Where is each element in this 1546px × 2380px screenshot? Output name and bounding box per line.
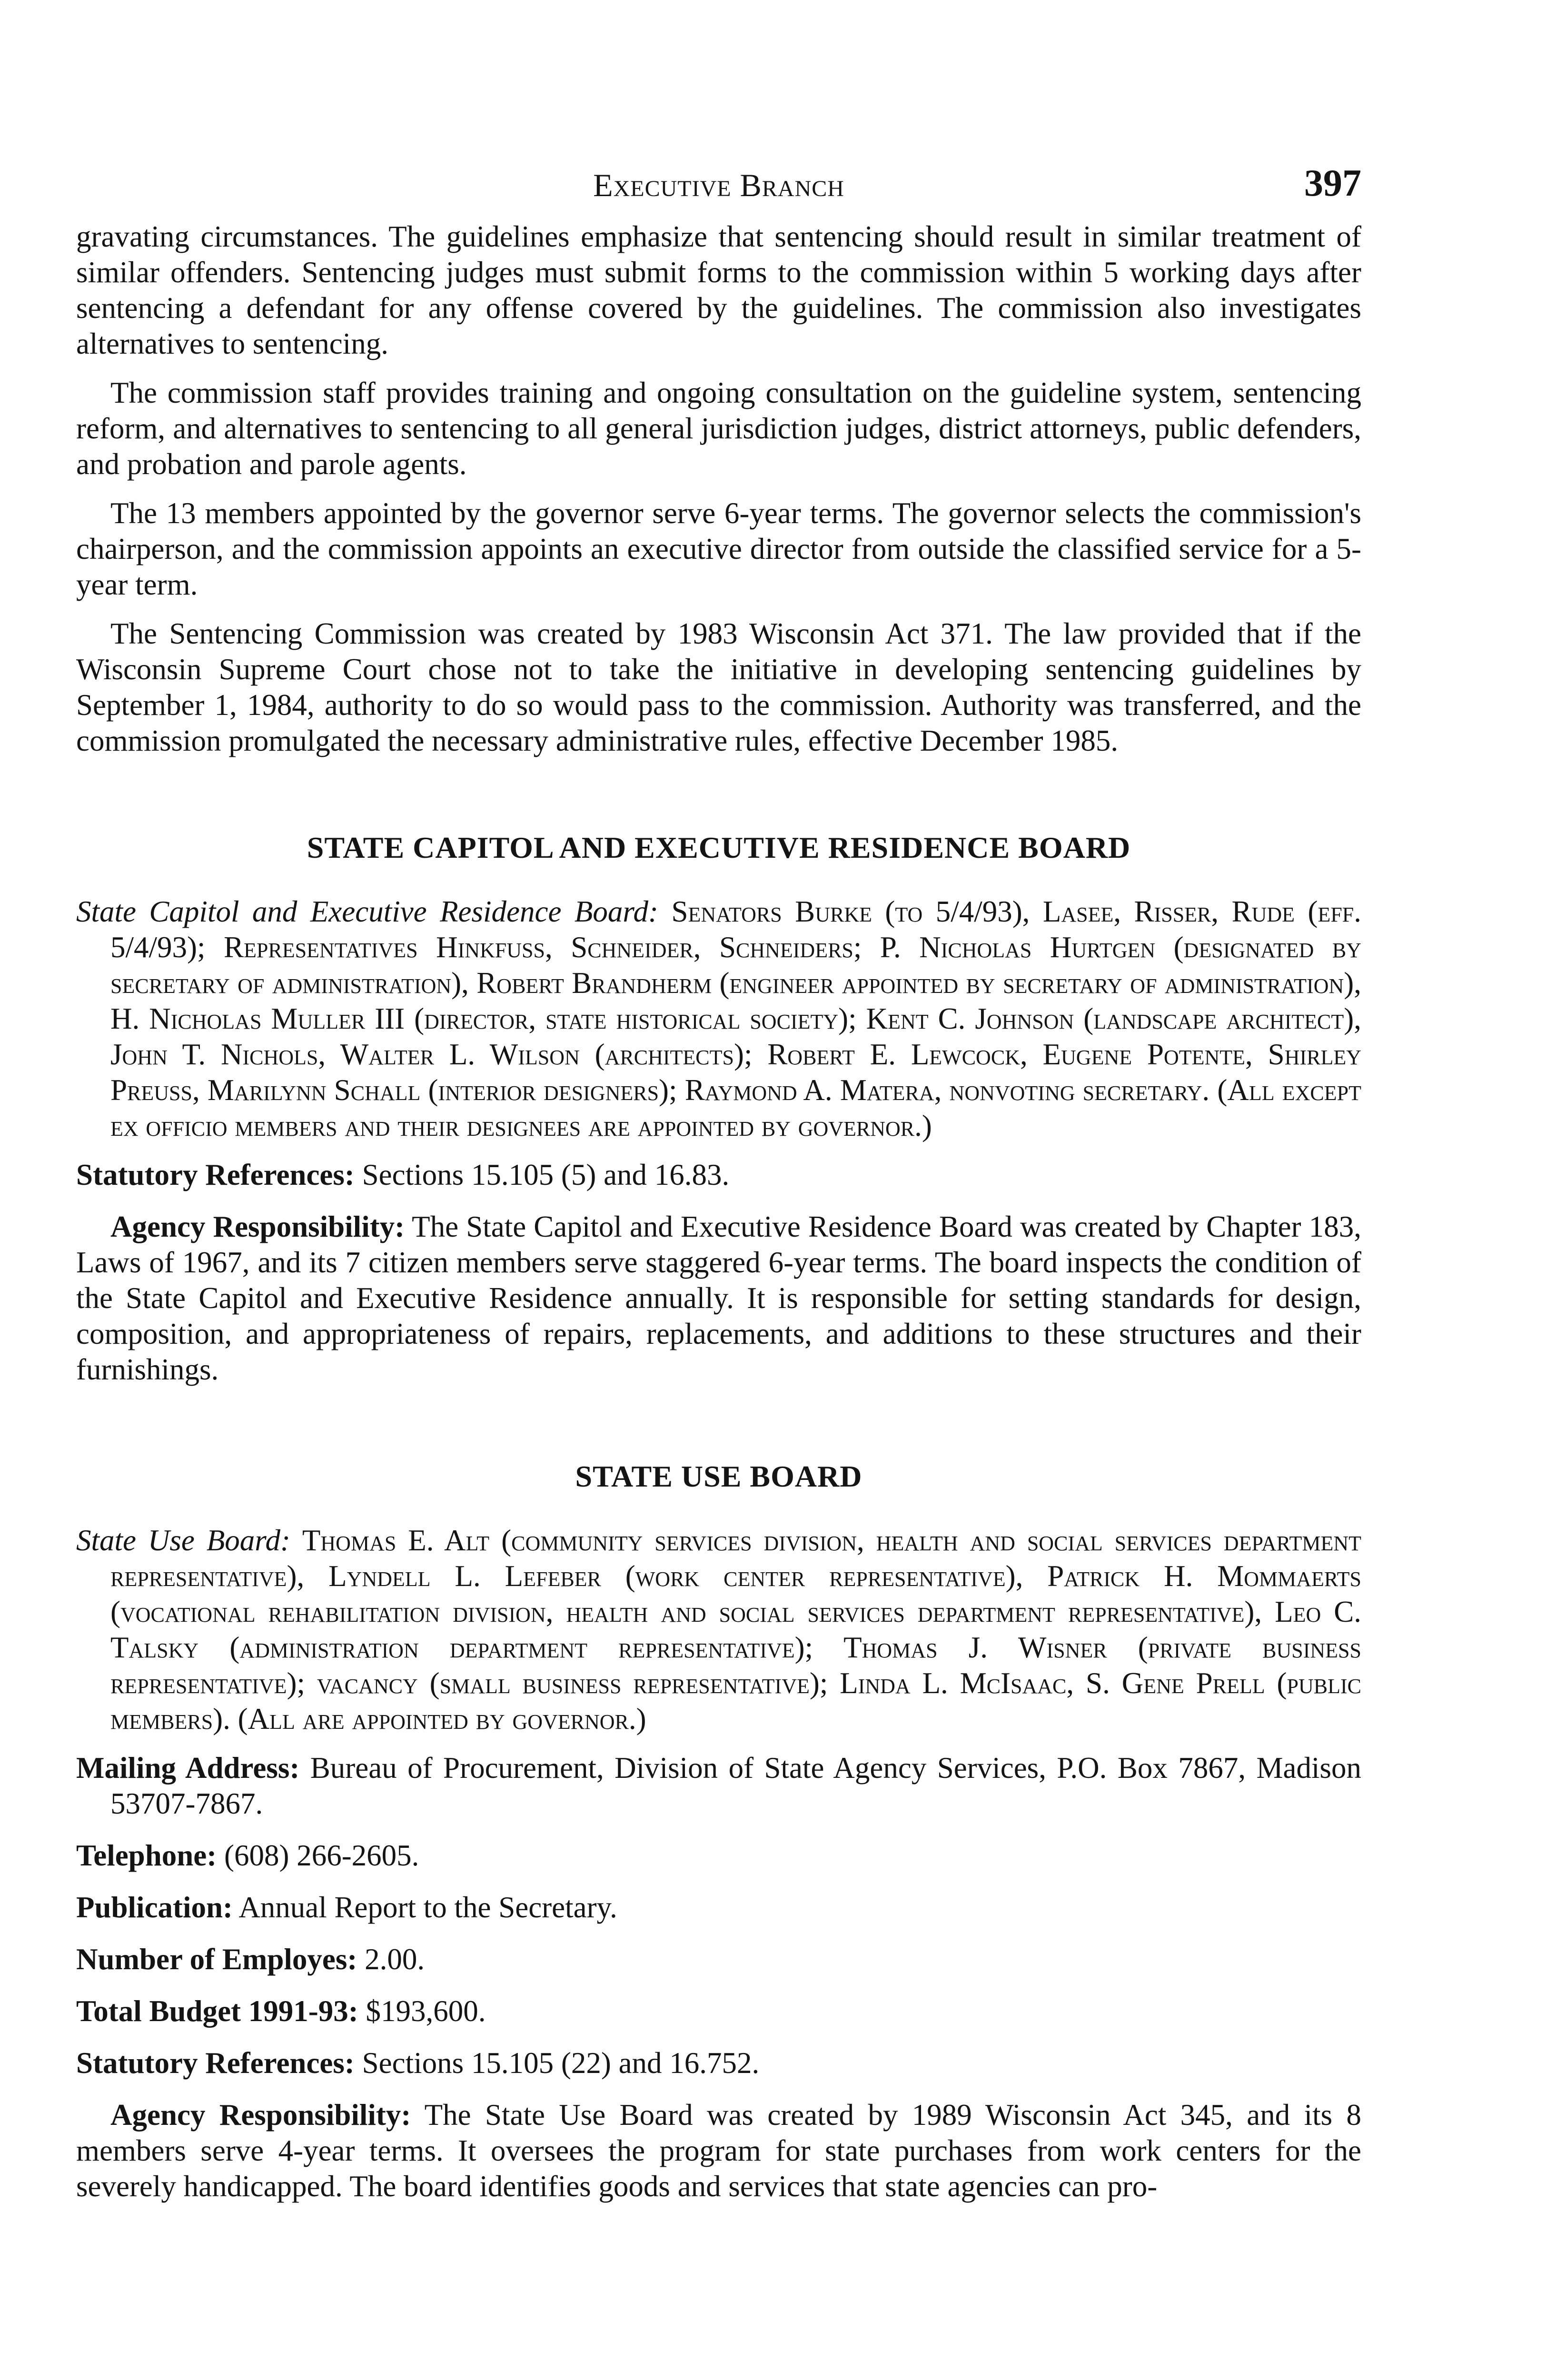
- publication-text: Annual Report to the Secretary.: [238, 1891, 617, 1924]
- sentencing-paragraph-3: The 13 members appointed by the governor serve 6-year terms. The governor selects the commission's chairperson, and the commission appoints an executive director from outside the classified service for a 5-year term.: [76, 496, 1361, 601]
- mailing-text: Bureau of Procurement, Division of State Agency Services, P.O. Box 7867, Madison 53707-7867.: [110, 1751, 1362, 1820]
- capitol-board-members-label: State Capitol and Executive Residence Board:: [76, 895, 659, 928]
- budget-text: $193,600.: [366, 1994, 486, 2028]
- capitol-responsibility-text: The State Capitol and Executive Residence Board was created by Chapter 183, Laws of 1967, and its 7 citizen members serve staggered 6-year terms. The board inspects the condition of the State Capitol and Executive Residence annually. It is responsible for setting standards for design, composition, and appropriateness of repairs, replacements, and additions to these structures and their furnishings.: [76, 1210, 1361, 1386]
- use-board-employees: [76, 1942, 1361, 1977]
- use-board-telephone: [76, 1838, 1361, 1874]
- capitol-board-heading: STATE CAPITOL AND EXECUTIVE RESIDENCE BOARD: [307, 831, 1131, 864]
- publication-label: Publication:: [76, 1891, 233, 1924]
- capitol-statutory-label: Statutory References:: [76, 1158, 355, 1191]
- capitol-board-members: [76, 894, 1361, 1144]
- capitol-board-statutory: [76, 1157, 1361, 1193]
- telephone-text: (608) 266-2605.: [224, 1839, 419, 1872]
- use-board-members: [76, 1523, 1361, 1737]
- use-board-mailing: [76, 1750, 1361, 1822]
- use-board-members-text: Thomas E. Alt (community services division, health and social services department representative), Lyndell L. Lefeber (work center representative), Patrick H. Mommaerts (vocational rehabilitation division, health and social services department representative), Leo C. Talsky (administration department representative); Thomas J. Wisner (private business representative); vacancy (small business representative); Linda L. McIsaac, S. Gene Prell (public members). (All are appointed by governor.): [110, 1524, 1362, 1735]
- use-board-members-label: State Use Board:: [76, 1524, 290, 1557]
- use-statutory-text: Sections 15.105 (22) and 16.752.: [362, 2046, 760, 2080]
- use-board-heading: STATE USE BOARD: [575, 1459, 862, 1493]
- employees-label: Number of Employes:: [76, 1943, 357, 1976]
- capitol-responsibility-label: Agency Responsibility:: [110, 1210, 405, 1243]
- use-statutory-label: Statutory References:: [76, 2046, 355, 2080]
- page-number: 397: [1304, 162, 1361, 204]
- document-page: [76, 162, 1361, 2218]
- employees-text: 2.00.: [365, 1943, 425, 1976]
- capitol-board-responsibility: [76, 1209, 1361, 1388]
- use-board-responsibility: [76, 2097, 1361, 2204]
- use-board-budget: [76, 1993, 1361, 2029]
- mailing-label: Mailing Address:: [76, 1751, 300, 1785]
- sentencing-paragraph-1: gravating circumstances. The guidelines emphasize that sentencing should result in similar treatment of similar offenders. Sentencing judges must submit forms to the commission within 5 working days after sentencing a defendant for any offense covered by the guidelines. The commission also investigates alternatives to sentencing.: [76, 220, 1361, 360]
- use-responsibility-text: The State Use Board was created by 1989 Wisconsin Act 345, and its 8 members serve 4-year terms. It oversees the program for state purchases from work centers for the severely handicapped. The board identifies goods and services that state agencies can pro-: [76, 2098, 1361, 2203]
- sentencing-paragraph-2: The commission staff provides training and ongoing consultation on the guideline system, sentencing reform, and alternatives to sentencing to all general jurisdiction judges, district attorneys, public defenders, and probation and parole agents.: [76, 376, 1361, 481]
- running-head: Executive Branch: [593, 167, 844, 203]
- use-board-statutory: [76, 2045, 1361, 2081]
- telephone-label: Telephone:: [76, 1839, 217, 1872]
- capitol-statutory-text: Sections 15.105 (5) and 16.83.: [362, 1158, 730, 1191]
- sentencing-paragraph-4: The Sentencing Commission was created by 1983 Wisconsin Act 371. The law provided that if the Wisconsin Supreme Court chose not to take the initiative in developing sentencing guidelines by September 1, 1984, authority to do so would pass to the commission. Authority was transferred, and the commission promulgated the necessary administrative rules, effective December 1985.: [76, 617, 1361, 757]
- budget-label: Total Budget 1991-93:: [76, 1994, 358, 2028]
- use-board-publication: [76, 1890, 1361, 1925]
- use-responsibility-label: Agency Responsibility:: [110, 2098, 411, 2132]
- page-header: [76, 162, 1361, 219]
- capitol-board-members-text: Senators Burke (to 5/4/93), Lasee, Risser, Rude (eff. 5/4/93); Representatives Hinkfuss, Schneider, Schneiders; P. Nicholas Hurtgen (designated by secretary of administration), Robert Brandherm (engineer appointed by secretary of administration), H. Nicholas Muller III (director, state historical society); Kent C. Johnson (landscape architect), John T. Nichols, Walter L. Wilson (architects); Robert E. Lewcock, Eugene Potente, Shirley Preuss, Marilynn Schall (interior designers); Raymond A. Matera, nonvoting secretary. (All except ex officio members and their designees are appointed by governor.): [110, 895, 1362, 1142]
